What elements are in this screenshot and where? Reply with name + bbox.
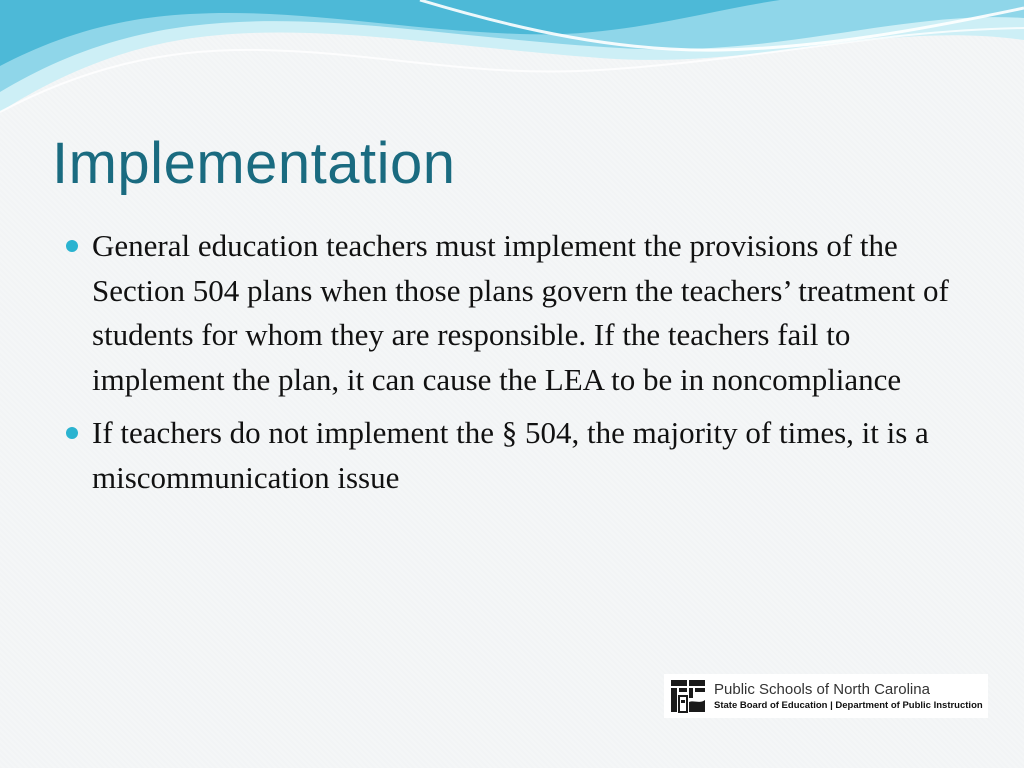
bullet-dot-icon (66, 240, 78, 252)
bullet-item (64, 224, 964, 402)
slide-title: Implementation (52, 131, 456, 196)
nc-schools-logo-icon (668, 676, 708, 716)
logo-text (714, 681, 983, 712)
header-wave-decoration (0, 0, 1024, 130)
bullet-text: If teachers do not implement the § 504, the majority of times, it is a miscommunication issue (92, 415, 929, 495)
footer-logo (664, 674, 988, 718)
logo-name: Public Schools of North Carolina (714, 680, 930, 698)
bullet-item (64, 411, 964, 500)
bullet-list (64, 224, 964, 509)
logo-subtitle: State Board of Education | Department of Public Instruction (714, 699, 983, 711)
bullet-dot-icon (66, 427, 78, 439)
bullet-text: General education teachers must implement the provisions of the Section 504 plans when those plans govern the teachers’ treatment of students for whom they are responsible. If the teachers fail to implement the plan, it can cause the LEA to be in noncompliance (92, 228, 949, 397)
